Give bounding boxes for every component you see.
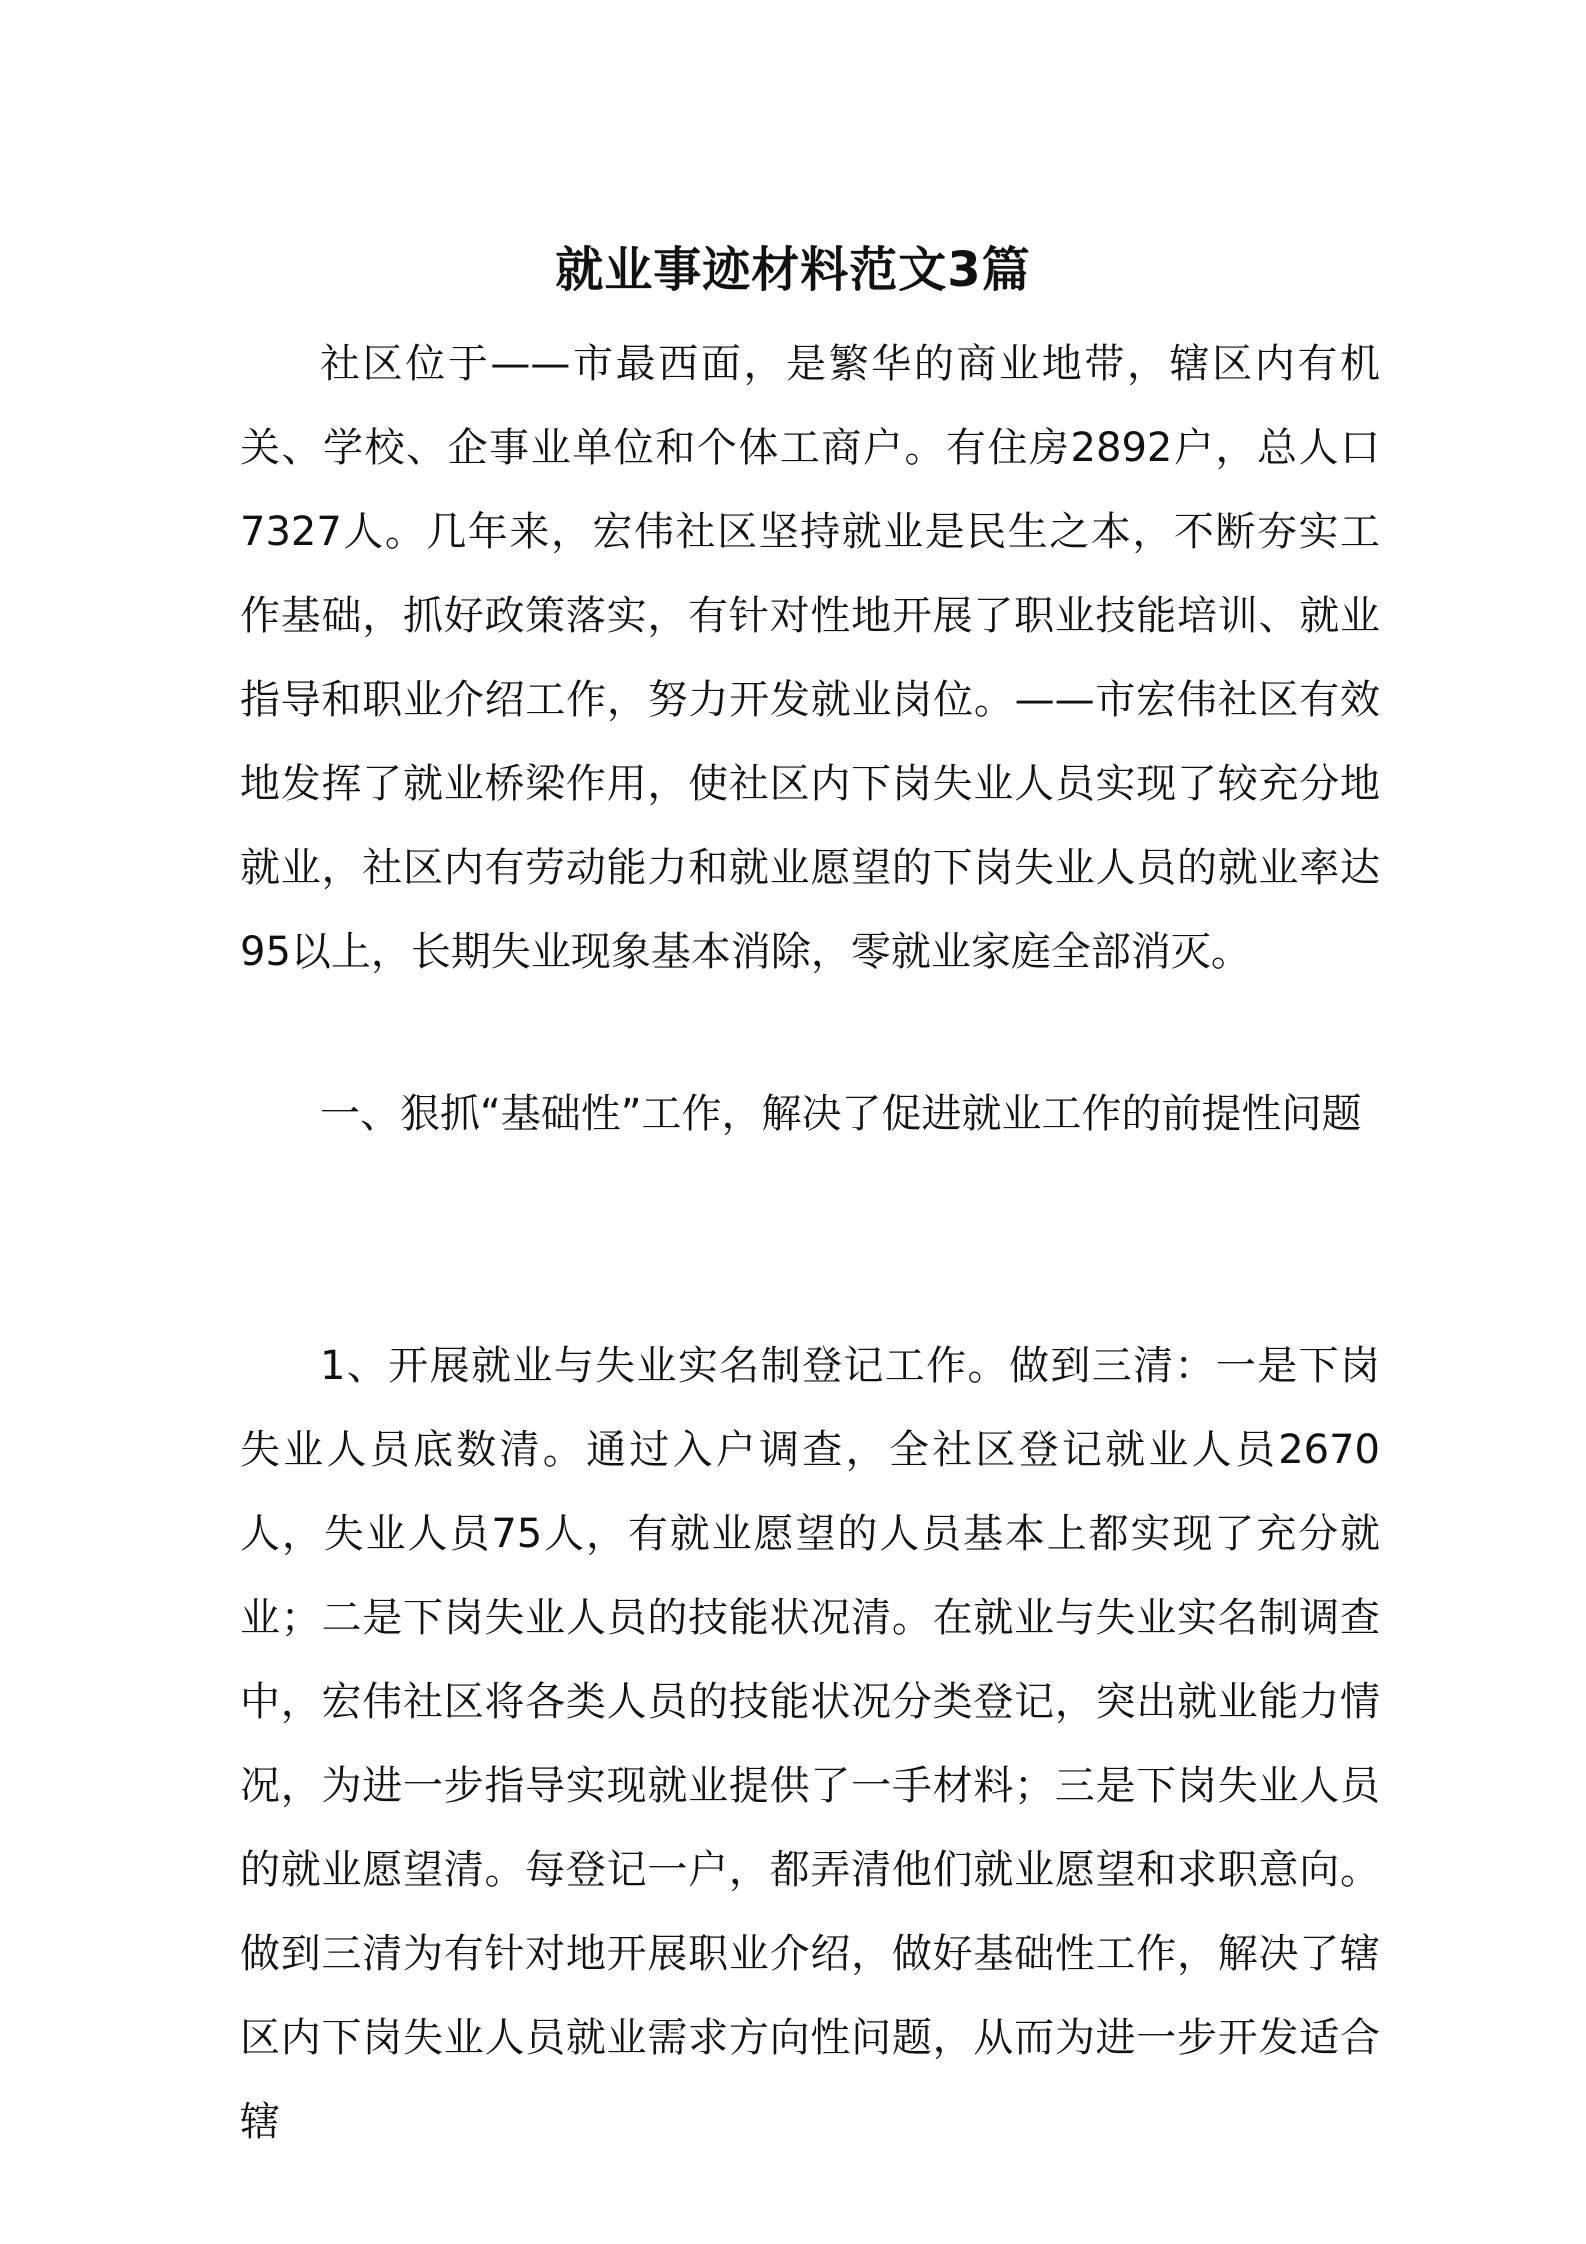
- intro-paragraph: 社区位于——市最西面，是繁华的商业地带，辖区内有机关、学校、企事业单位和个体工商户。有住房2892户，总人口7327人。几年来，宏伟社区坚持就业是民生之本，不断夯实工作基础，抓好政策落实，有针对性地开展了职业技能培训、就业指导和职业介绍工作，努力开发就业岗位。——市宏伟社区有效地发挥了就业桥梁作用，使社区内下岗失业人员实现了较充分地就业，社区内有劳动能力和就业愿望的下岗失业人员的就业率达95以上，长期失业现象基本消除，零就业家庭全部消灭。: [240, 341, 1380, 975]
- section-heading-paragraph: 一、狠抓“基础性”工作，解决了促进就业工作的前提性问题: [320, 1091, 1362, 1137]
- body-paragraph: 1、开展就业与失业实名制登记工作。做到三清：一是下岗失业人员底数清。通过入户调查，全社区登记就业人员2670人，失业人员75人，有就业愿望的人员基本上都实现了充分就业；二是下岗失业人员的技能状况清。在就业与失业实名制调查中，宏伟社区将各类人员的技能状况分类登记，突出就业能力情况，为进一步指导实现就业提供了一手材料；三是下岗失业人员的就业愿望清。每登记一户，都弄清他们就业愿望和求职意向。 做到三清为有针对地开展职业介绍，做好基础性工作，解决了辖区内下岗失业人员就业需求方向性问题，从而为进一步开发适合辖: [240, 1343, 1380, 2145]
- document-title: 就业事迹材料范文3篇: [555, 242, 1031, 299]
